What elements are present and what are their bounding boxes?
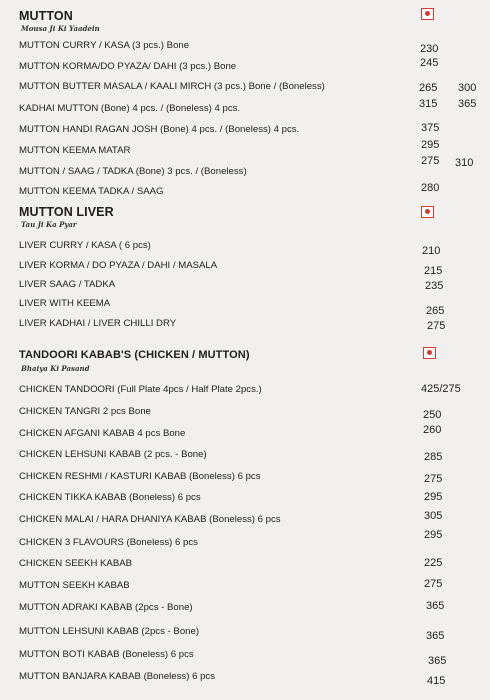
item-price: 265 [419, 82, 438, 94]
item-price: 260 [423, 424, 442, 436]
menu-item: MUTTON BOTI KABAB (Boneless) 6 pcs [19, 649, 194, 660]
item-price-boneless: 300 [458, 82, 477, 94]
item-price: 235 [425, 280, 444, 292]
non-veg-symbol-icon [421, 8, 434, 20]
item-price: 250 [423, 409, 442, 421]
menu-item: MUTTON LEHSUNI KABAB (2pcs - Bone) [19, 626, 200, 637]
menu-item: LIVER KADHAI / LIVER CHILLI DRY [19, 318, 177, 329]
item-price: 295 [424, 529, 443, 541]
section-subtitle-mutton: Mousa Ji Ki Yaadein [21, 24, 100, 33]
item-price: 365 [428, 655, 447, 667]
section-subtitle-tandoori-kababs: Bhaiya Ki Pasand [21, 364, 90, 373]
item-price: 265 [426, 305, 445, 317]
menu-item: CHICKEN 3 FLAVOURS (Boneless) 6 pcs [19, 537, 198, 548]
item-price: 305 [424, 510, 443, 522]
item-price-boneless: 310 [455, 157, 474, 169]
item-price: 275 [421, 155, 440, 167]
item-price: 295 [424, 491, 443, 503]
menu-item: MUTTON BANJARA KABAB (Boneless) 6 pcs [19, 671, 216, 682]
non-veg-symbol-icon [421, 206, 434, 218]
menu-item: LIVER WITH KEEMA [19, 298, 111, 309]
menu-item: CHICKEN RESHMI / KASTURI KABAB (Boneless) 6 pcs [19, 471, 261, 482]
item-price: 245 [420, 57, 439, 69]
menu-item: MUTTON KEEMA MATAR [19, 145, 131, 156]
menu-item: MUTTON / SAAG / TADKA (Bone) 3 pcs. / (Boneless) [19, 166, 247, 177]
item-price: 210 [422, 245, 441, 257]
item-price: 365 [426, 630, 445, 642]
item-price-boneless: 365 [458, 98, 477, 110]
menu-item: KADHAI MUTTON (Bone) 4 pcs. / (Boneless) 4 pcs. [19, 103, 241, 114]
section-title-mutton: MUTTON [19, 9, 73, 23]
menu-item: MUTTON BUTTER MASALA / KAALI MIRCH (3 pcs.) Bone / (Boneless) [19, 81, 325, 92]
menu-item: MUTTON SEEKH KABAB [19, 580, 130, 591]
menu-item: MUTTON KEEMA TADKA / SAAG [19, 186, 164, 197]
menu-item: LIVER SAAG / TADKA [19, 279, 116, 290]
item-price: 280 [421, 182, 440, 194]
menu-item: MUTTON CURRY / KASA (3 pcs.) Bone [19, 40, 190, 51]
menu-item: CHICKEN SEEKH KABAB [19, 558, 133, 569]
menu-item: CHICKEN MALAI / HARA DHANIYA KABAB (Boneless) 6 pcs [19, 514, 281, 525]
non-veg-symbol-icon [423, 347, 436, 359]
item-price: 375 [421, 122, 440, 134]
section-title-tandoori-kababs: TANDOORI KABAB'S (CHICKEN / MUTTON) [19, 349, 250, 361]
menu-item: MUTTON HANDI RAGAN JOSH (Bone) 4 pcs. / (Boneless) 4 pcs. [19, 124, 300, 135]
item-price: 365 [426, 600, 445, 612]
menu-item: MUTTON KORMA/DO PYAZA/ DAHI (3 pcs.) Bone [19, 61, 237, 72]
item-price: 425/275 [421, 383, 461, 395]
item-price: 215 [424, 265, 443, 277]
item-price: 275 [427, 320, 446, 332]
menu-item: CHICKEN TIKKA KABAB (Boneless) 6 pcs [19, 492, 201, 503]
item-price: 415 [427, 675, 446, 687]
menu-item: CHICKEN AFGANI KABAB 4 pcs Bone [19, 428, 186, 439]
menu-item: CHICKEN TANGRI 2 pcs Bone [19, 406, 151, 417]
item-price: 295 [421, 139, 440, 151]
menu-item: CHICKEN LEHSUNI KABAB (2 pcs. - Bone) [19, 449, 207, 460]
menu-item: LIVER KORMA / DO PYAZA / DAHI / MASALA [19, 260, 218, 271]
item-price: 315 [419, 98, 438, 110]
section-title-mutton-liver: MUTTON LIVER [19, 205, 114, 219]
item-price: 225 [424, 557, 443, 569]
item-price: 275 [424, 578, 443, 590]
item-price: 275 [424, 473, 443, 485]
menu-item: LIVER CURRY / KASA ( 6 pcs) [19, 240, 151, 251]
menu-item: CHICKEN TANDOORI (Full Plate 4pcs / Half Plate 2pcs.) [19, 384, 262, 395]
section-subtitle-mutton-liver: Tau Ji Ka Pyar [21, 220, 77, 229]
item-price: 285 [424, 451, 443, 463]
menu-item: MUTTON ADRAKI KABAB (2pcs - Bone) [19, 602, 193, 613]
item-price: 230 [420, 43, 439, 55]
